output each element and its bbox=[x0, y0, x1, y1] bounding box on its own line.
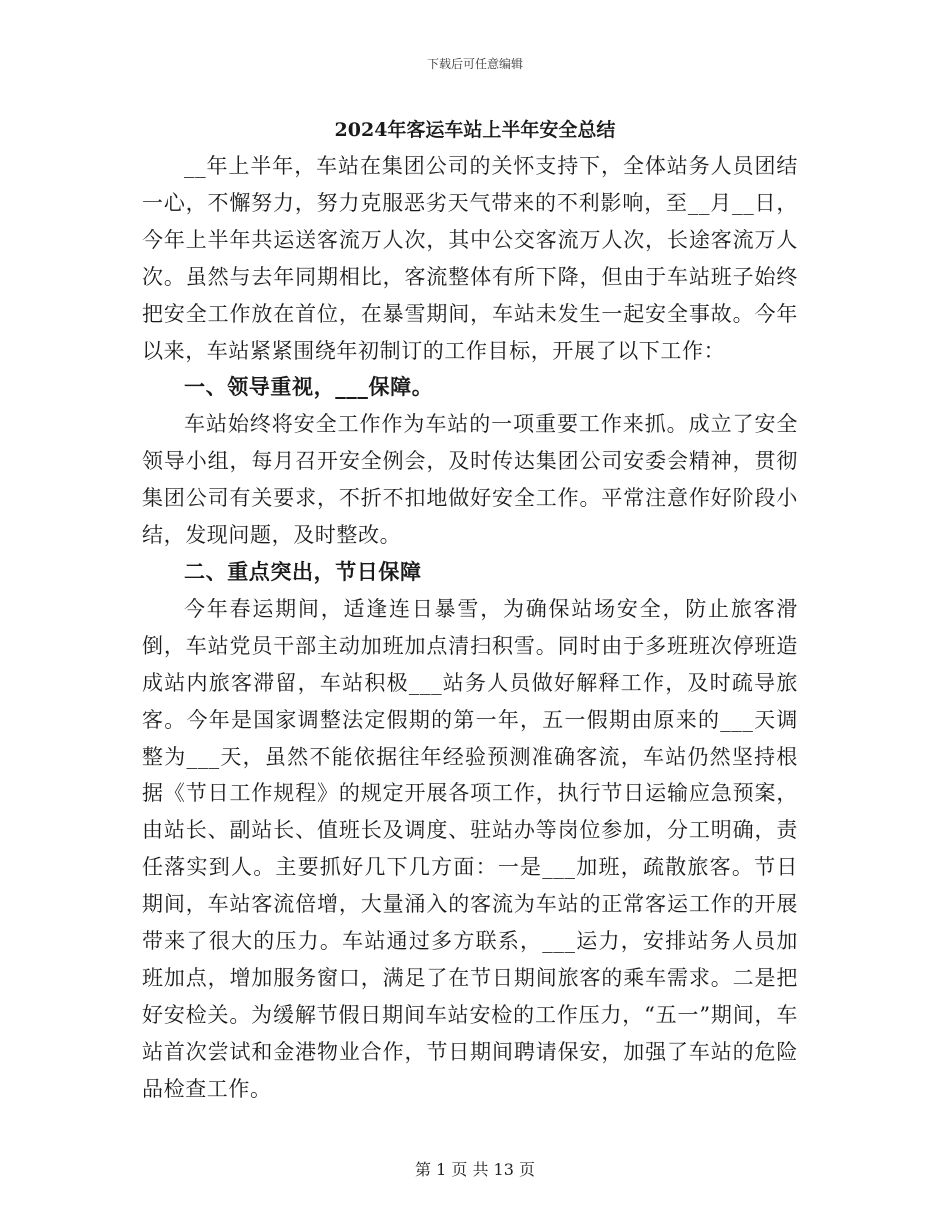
document-title: 2024年客运车站上半年安全总结 bbox=[334, 119, 616, 141]
page-number: 第 1 页 共 13 页 bbox=[415, 1160, 535, 1179]
section-heading-1: 一、领导重视，___保障。 bbox=[184, 375, 434, 400]
section-heading-2: 二、重点突出，节日保障 bbox=[184, 559, 422, 584]
intro-paragraph: __年上半年，车站在集团公司的关怀支持下，全体站务人员团结一心，不懈努力，努力克服恶劣天气带来的不利影响，至__月__日，今年上半年共运送客流万人次，其中公交客流万人次，长途客流万人次。虽然与去年同期相比，客流整体有所下降，但由于车站班子始终把安全工作放在首位，在暴雪期间，车站未发生一起安全事故。今年以来，车站紧紧围绕年初制订的工作目标，开展了以下工作： bbox=[142, 154, 798, 363]
section-1-paragraph: 车站始终将安全工作作为车站的一项重要工作来抓。成立了安全领导小组，每月召开安全例会，及时传达集团公司安委会精神，贯彻集团公司有关要求，不折不扣地做好安全工作。平常注意作好阶段小结，发现问题，及时整改。 bbox=[142, 412, 798, 548]
document-body bbox=[142, 148, 798, 1108]
page-header-note: 下载后可任意编辑 bbox=[426, 57, 523, 71]
section-2-paragraph: 今年春运期间，适逢连日暴雪，为确保站场安全，防止旅客滑倒，车站党员干部主动加班加点清扫积雪。同时由于多班班次停班造成站内旅客滞留，车站积极___站务人员做好解释工作，及时疏导旅客。今年是国家调整法定假期的第一年，五一假期由原来的___天调整为___天，虽然不能依据往年经验预测准确客流，车站仍然坚持根据《节日工作规程》的规定开展各项工作，执行节日运输应急预案，由站长、副站长、值班长及调度、驻站办等岗位参加，分工明确，责任落实到人。主要抓好几下几方面：一是___加班，疏散旅客。节日期间，车站客流倍增，大量涌入的客流为车站的正常客运工作的开展带来了很大的压力。车站通过多方联系，___运力，安排站务人员加班加点，增加服务窗口，满足了在节日期间旅客的乘车需求。二是把好安检关。为缓解节假日期间车站安检的工作压力，“五一”期间，车站首次尝试和金港物业合作，节日期间聘请保安，加强了车站的危险品检查工作。 bbox=[142, 596, 798, 1101]
